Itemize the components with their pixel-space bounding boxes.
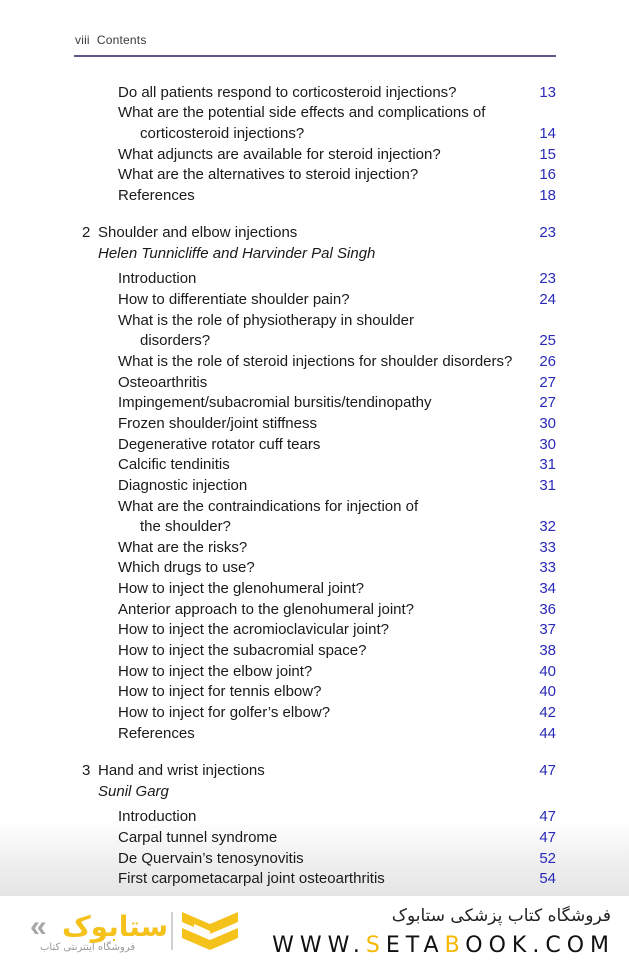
page-ref[interactable]: 42 <box>539 704 556 721</box>
page-ref[interactable]: 31 <box>539 456 556 473</box>
page-ref[interactable]: 40 <box>539 683 556 700</box>
toc-entry[interactable]: How to inject for golfer’s elbow? 42 <box>118 704 556 721</box>
chapter-heading[interactable] <box>0 761 629 781</box>
toc-entry[interactable]: First carpometacarpal joint osteoarthritis 54 <box>118 870 556 887</box>
page-ref[interactable]: 15 <box>539 146 556 163</box>
chapter-number: 2 <box>82 224 91 241</box>
page-ref[interactable]: 30 <box>539 436 556 453</box>
page-ref[interactable]: 47 <box>539 762 556 779</box>
toc-entry[interactable]: How to inject for tennis elbow? 40 <box>118 683 556 700</box>
page-ref[interactable]: 27 <box>539 374 556 391</box>
toc-entry[interactable]: References 44 <box>118 725 556 742</box>
page-ref[interactable]: 52 <box>539 850 556 867</box>
page-ref[interactable]: 37 <box>539 621 556 638</box>
page-ref[interactable]: 23 <box>539 224 556 241</box>
toc-entry[interactable]: Carpal tunnel syndrome 47 <box>118 829 556 846</box>
store-url[interactable]: WWW.SETABOOK.COM <box>272 933 615 958</box>
chapter-number: 3 <box>82 762 91 779</box>
store-name: فروشگاه کتاب پزشکی ستابوک <box>391 906 611 926</box>
page-ref[interactable]: 33 <box>539 539 556 556</box>
logo-divider <box>171 912 173 950</box>
page-ref[interactable]: 30 <box>539 415 556 432</box>
toc-entry[interactable]: References 18 <box>118 187 556 204</box>
toc-entry[interactable]: What are the contraindications for injection of <box>118 498 419 515</box>
header-rule <box>74 55 556 57</box>
toc-entry[interactable]: Introduction 47 <box>118 808 556 825</box>
double-chevron-icon: « <box>30 910 47 943</box>
toc-entry[interactable]: How to inject the glenohumeral joint? 34 <box>118 580 556 597</box>
toc-entry[interactable]: De Quervain’s tenosynovitis 52 <box>118 850 556 867</box>
page-ref[interactable]: 44 <box>539 725 556 742</box>
toc-entry[interactable]: Impingement/subacromial bursitis/tendinopathy 27 <box>118 394 556 411</box>
toc-entry[interactable]: Which drugs to use? 33 <box>118 559 556 576</box>
page-ref[interactable]: 33 <box>539 559 556 576</box>
page-number: viii <box>75 33 90 47</box>
page-ref[interactable]: 54 <box>539 870 556 887</box>
page-ref[interactable]: 16 <box>539 166 556 183</box>
chapter-authors: Sunil Garg <box>98 783 169 800</box>
chapter-title: Hand and wrist injections <box>98 762 265 779</box>
toc-entry-continuation[interactable]: corticosteroid injections? 14 <box>140 125 556 142</box>
toc-entry[interactable]: How to differentiate shoulder pain? 24 <box>118 291 556 308</box>
watermark-footer <box>0 896 629 966</box>
page-ref[interactable]: 26 <box>539 353 556 370</box>
running-head <box>75 33 147 47</box>
page-ref[interactable]: 13 <box>539 84 556 101</box>
toc-entry[interactable]: What are the potential side effects and complications of <box>118 104 486 121</box>
toc-entry-continuation[interactable]: the shoulder? 32 <box>140 518 556 535</box>
page-ref[interactable]: 32 <box>539 518 556 535</box>
page-ref[interactable]: 47 <box>539 808 556 825</box>
chapter-heading[interactable] <box>0 223 629 243</box>
toc-entry[interactable]: Introduction 23 <box>118 270 556 287</box>
toc-entry[interactable]: Degenerative rotator cuff tears 30 <box>118 436 556 453</box>
toc-entry[interactable]: How to inject the acromioclavicular joint? 37 <box>118 621 556 638</box>
page-ref[interactable]: 14 <box>539 125 556 142</box>
brand-tagline: فروشگاه اینترنتی کتاب <box>40 942 136 953</box>
page-ref[interactable]: 47 <box>539 829 556 846</box>
toc-entry[interactable]: What are the risks? 33 <box>118 539 556 556</box>
page-ref[interactable]: 23 <box>539 270 556 287</box>
chevron-logo-icon <box>180 910 240 952</box>
brand-logo-text: ستابوک <box>62 910 169 943</box>
page-ref[interactable]: 34 <box>539 580 556 597</box>
toc-entry[interactable]: Frozen shoulder/joint stiffness 30 <box>118 415 556 432</box>
toc-entry[interactable]: Calcific tendinitis 31 <box>118 456 556 473</box>
toc-entry[interactable]: Anterior approach to the glenohumeral joint? 36 <box>118 601 556 618</box>
page-ref[interactable]: 25 <box>539 332 556 349</box>
toc-entry-continuation[interactable]: disorders? 25 <box>140 332 556 349</box>
toc-entry[interactable]: Do all patients respond to corticosteroid injections? 13 <box>118 84 556 101</box>
toc-entry[interactable]: How to inject the subacromial space? 38 <box>118 642 556 659</box>
page-ref[interactable]: 24 <box>539 291 556 308</box>
toc-entry[interactable]: Osteoarthritis 27 <box>118 374 556 391</box>
chapter-title: Shoulder and elbow injections <box>98 224 298 241</box>
toc-entry[interactable]: What is the role of physiotherapy in shoulder <box>118 312 414 329</box>
page-ref[interactable]: 36 <box>539 601 556 618</box>
toc-entry[interactable]: How to inject the elbow joint? 40 <box>118 663 556 680</box>
page-ref[interactable]: 18 <box>539 187 556 204</box>
page-title: Contents <box>96 33 147 47</box>
page-ref[interactable]: 40 <box>539 663 556 680</box>
page-ref[interactable]: 31 <box>539 477 556 494</box>
page-ref[interactable]: 27 <box>539 394 556 411</box>
toc-entry[interactable]: What is the role of steroid injections for shoulder disorders? 26 <box>118 353 556 370</box>
toc-entry[interactable]: What are the alternatives to steroid injection? 16 <box>118 166 556 183</box>
toc-entry[interactable]: What adjuncts are available for steroid injection? 15 <box>118 146 556 163</box>
page-ref[interactable]: 38 <box>539 642 556 659</box>
toc-entry[interactable]: Diagnostic injection 31 <box>118 477 556 494</box>
chapter-authors: Helen Tunnicliffe and Harvinder Pal Singh <box>98 245 376 262</box>
